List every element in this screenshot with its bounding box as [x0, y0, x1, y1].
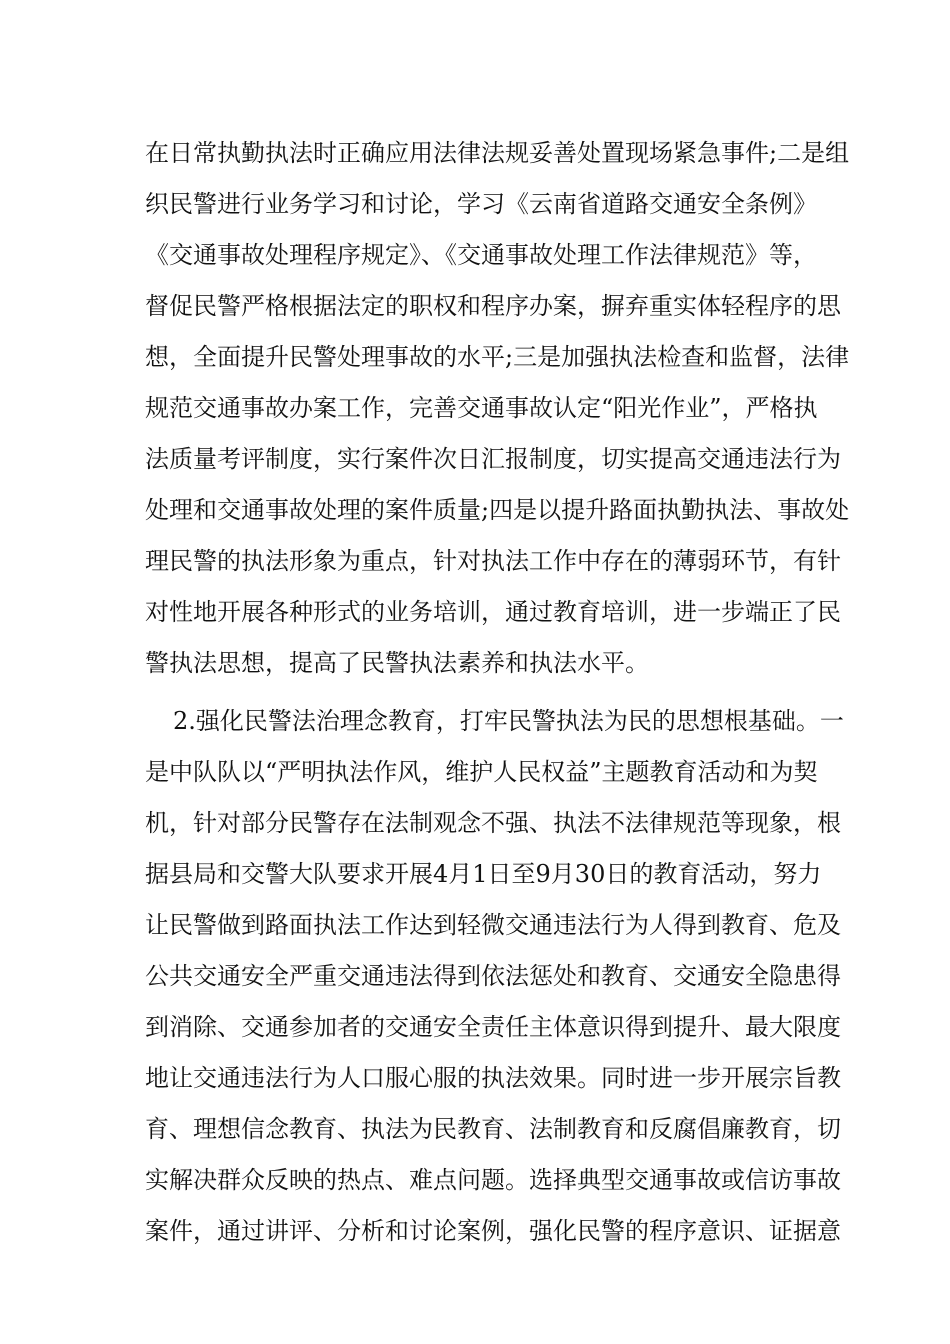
paragraph-line: 2.强化民警法治理念教育，打牢民警执法为民的思想根基础。一: [173, 707, 844, 735]
paragraph-line: 法质量考评制度，实行案件次日汇报制度，切实提高交通违法行为: [145, 445, 841, 473]
paragraph-line: 织民警进行业务学习和讨论，学习《云南省道路交通安全条例》: [145, 190, 817, 218]
paragraph-line: 处理和交通事故处理的案件质量;四是以提升路面执勤执法、事故处: [145, 496, 850, 524]
paragraph-line: 实解决群众反映的热点、难点问题。选择典型交通事故或信访事故: [145, 1166, 841, 1194]
paragraph-line: 在日常执勤执法时正确应用法律法规妥善处置现场紧急事件;二是组: [145, 139, 850, 167]
paragraph-line: 据县局和交警大队要求开展4月1日至9月30日的教育活动，努力: [145, 860, 822, 888]
paragraph-line: 督促民警严格根据法定的职权和程序办案，摒弃重实体轻程序的思: [145, 292, 841, 320]
paragraph-line: 让民警做到路面执法工作达到轻微交通违法行为人得到教育、危及: [145, 911, 841, 939]
paragraph-line: 地让交通违法行为人口服心服的执法效果。同时进一步开展宗旨教: [145, 1064, 841, 1092]
paragraph-line: 警执法思想，提高了民警执法素养和执法水平。: [145, 649, 649, 677]
paragraph-line: 案件，通过讲评、分析和讨论案例，强化民警的程序意识、证据意: [145, 1217, 841, 1245]
paragraph-line: 是中队队以“严明执法作风，维护人民权益”主题教育活动和为契: [145, 758, 818, 786]
paragraph-line: 规范交通事故办案工作，完善交通事故认定“阳光作业”，严格执: [145, 394, 818, 422]
paragraph-line: 到消除、交通参加者的交通安全责任主体意识得到提升、最大限度: [145, 1013, 841, 1041]
paragraph-line: 对性地开展各种形式的业务培训，通过教育培训，进一步端正了民: [145, 598, 841, 626]
paragraph-line: 理民警的执法形象为重点，针对执法工作中存在的薄弱环节，有针: [145, 547, 841, 575]
paragraph-line: 育、理想信念教育、执法为民教育、法制教育和反腐倡廉教育，切: [145, 1115, 841, 1143]
paragraph-line: 《交通事故处理程序规定》、《交通事故处理工作法律规范》等，: [145, 241, 817, 269]
paragraph-line: 公共交通安全严重交通违法得到依法惩处和教育、交通安全隐患得: [145, 962, 841, 990]
paragraph-line: 想，全面提升民警处理事故的水平;三是加强执法检查和监督，法律: [145, 343, 850, 371]
paragraph-line: 机，针对部分民警存在法制观念不强、执法不法律规范等现象，根: [145, 809, 841, 837]
